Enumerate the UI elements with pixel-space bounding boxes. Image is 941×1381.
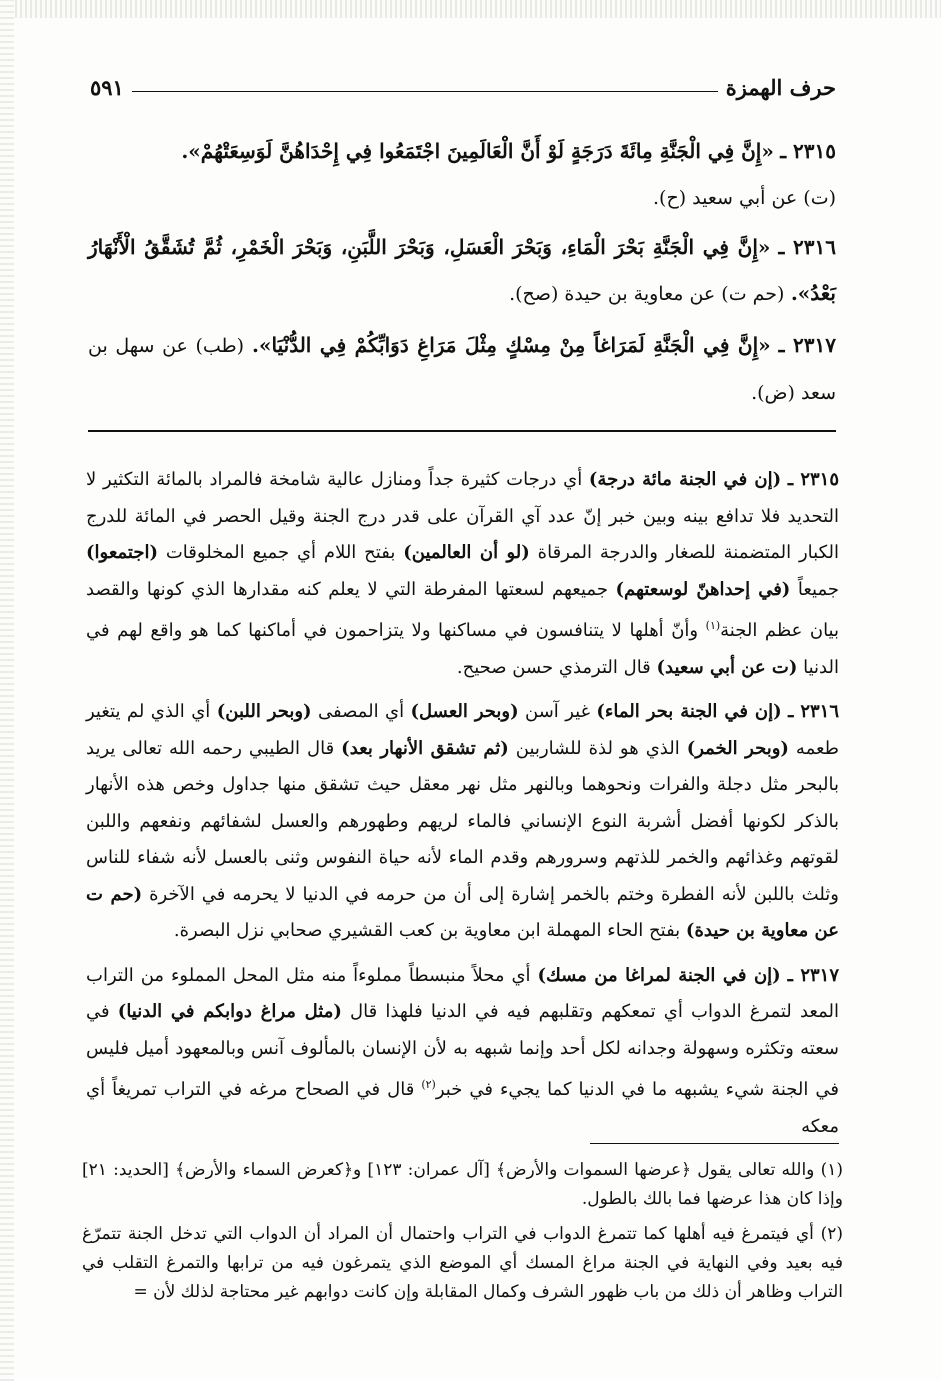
commentary-2315	[86, 462, 839, 686]
commentary-run: أي المصفى	[311, 701, 411, 722]
commentary-number: ٢٣١٦ ـ	[788, 701, 839, 722]
hadith-2315	[88, 128, 836, 221]
commentary-run: قال الطيبي رحمه الله تعالى يريد بالبحر مثل دجلة والفرات ونحوهما وبالنهر مثل نهر معقل حيث تشقق منها جداول وخص هذه الأنهار بالذكر لكونها أفضل أشربة النوع الإنساني فالماء لريهم وطهورهم والعسل لشفائهم ونفعهم واللبن لقوتهم وغذائهم والخمر للذتهم وسرورهم وقدم الماء لأنه حياة النفوس وثنى بالعسل لأنه شفاء للناس وثلث باللبن لأنه الفطرة وختم بالخمر إشارة إلى أن من حرمه في الدنيا لا يحرمه في الآخرة	[86, 737, 839, 905]
commentary-number: ٢٣١٥ ـ	[787, 469, 840, 490]
commentary-lemma: (وبحر الخمر)	[686, 737, 789, 759]
hadith-source: (حم ت) عن معاوية بن حيدة (صح).	[509, 283, 785, 305]
commentary-run: غير آسن	[518, 701, 597, 722]
commentary-run: الذي هو لذة للشاربين	[508, 737, 687, 759]
hadith-text: «إِنَّ فِي الْجَنَّةِ مِائَةَ دَرَجَةٍ لَوْ أَنَّ الْعَالَمِينَ اجْتَمَعُوا فِي إِحْدَاهُنَّ لَوَسِعَتْهُمْ».	[181, 139, 774, 163]
commentary-lemma: (لو أن العالمين)	[403, 542, 530, 563]
commentary-lemma: (إن في الجنة مائة درجة)	[588, 469, 782, 490]
hadith-source: (طب) عن سهل بن سعد (ض).	[88, 335, 836, 404]
footnote-2	[82, 1220, 843, 1307]
hadith-2317	[88, 322, 836, 416]
commentary-run: قال في الصحاح مرغه في التراب تمريغاً أي معكه	[86, 1079, 839, 1137]
commentary-run: في سعته وتكثره وسهولة وجدانه لكل أحد وإنما شبهه به لأن الإنسان بالمألوف آنس وبالمعهود أميل فليس في الجنة شيء يشبهه ما في الدنيا كما يجيء في خبر	[86, 1001, 839, 1100]
hadith-text: «إِنَّ فِي الْجَنَّةِ بَحْرَ الْمَاءِ، وَبَحْرَ الْعَسَلِ، وَبَحْرَ اللَّبَنِ، وَبَحْرَ الْخَمْرِ، ثُمَّ تُشَقَّقُ الْأَنْهَارُ بَعْدُ».	[88, 235, 836, 305]
commentary-run: أي محلاً منبسطاً مملوءاً منه مثل المحل المملوء من التراب المعد لتمرغ الدواب أي تمعكهم وتقلبهم فيه في الدنيا فلهذا قال	[86, 964, 839, 1022]
hadith-2316	[88, 224, 836, 317]
footnotes	[82, 1156, 843, 1313]
hadith-number: ٢٣١٦ ـ	[778, 235, 837, 259]
commentary-lemma: (ت عن أبي سعيد)	[656, 656, 798, 678]
commentary-run: جميعهم لسعتها المفرطة التي لا يعلم كنه مقدارها الذي كونها والقصد بيان عظم الجنة	[86, 578, 840, 641]
footnote-marker: (٢)	[820, 1224, 844, 1244]
commentary-run: وأنّ أهلها لا يتنافسون في مساكنها ولا يتزاحمون في أماكنها كما هو واقع لهم في الدنيا	[86, 620, 839, 678]
commentary-run: جميعاً	[790, 578, 839, 600]
commentary-text	[86, 469, 839, 678]
commentary-2316	[86, 694, 839, 950]
text-divider	[88, 430, 836, 432]
page-number: ٥٩١	[90, 74, 124, 100]
hadith-number: ٢٣١٥ ـ	[780, 139, 836, 163]
commentary-2317	[86, 958, 839, 1146]
commentary-text	[86, 701, 839, 941]
commentary-run: بفتح اللام أي جميع المخلوقات	[157, 542, 404, 563]
commentary-lemma: (إن في الجنة لمراغا من مسك)	[537, 964, 781, 986]
header-rule	[132, 91, 718, 92]
footnote-1	[82, 1156, 843, 1214]
commentary-lemma: (إن في الجنة بحر الماء)	[596, 701, 782, 722]
footnote-text: أي فيتمرغ فيه أهلها كما تتمرغ الدواب في التراب واحتمال أن المراد أن الدواب التي تدخل الجنة تتمرّغ فيه بعيد وفي النهاية في الجنة مراغ المسك أي الموضع الذي يتمرغون فيه من ترابها والتمرغ التقلب في التراب وظاهر أن ذلك من باب ظهور الشرف وكمال المقابلة وإن كانت دوابهم غير محتاجة لذلك لأن =	[82, 1224, 843, 1302]
commentary-lemma: (حم ت عن معاوية بن حيدة)	[86, 883, 839, 941]
commentary-run: أي درجات كثيرة جداً ومنازل عالية شامخة فالمراد بالمائة التكثير لا التحديد فلا تدافع بينه وبين خبر إنّ عدد آي القرآن على قدر درج الجنة وقيل الحصر في المائة للدرج الكبار المتضمنة للصغار والدرجة المرقاة	[86, 469, 839, 563]
commentary-run: أي الذي لم يتغير طعمه	[86, 701, 839, 759]
commentary-lemma: (في إحداهنّ لوسعتهم)	[615, 578, 791, 600]
hadith-text: «إِنَّ فِي الْجَنَّةِ لَمَرَاغاً مِنْ مِسْكٍ مِثْلَ مَرَاغِ دَوَابِّكُمْ فِي الدُّنْيَا».	[252, 333, 771, 357]
footnote-reference[interactable]: (١)	[705, 619, 721, 632]
commentary-lemma: (وبحر اللبن)	[216, 701, 312, 722]
hadith-source: (ت) عن أبي سعيد (ح).	[653, 187, 836, 209]
commentary	[86, 462, 839, 1153]
commentary-text	[86, 965, 839, 1137]
footnote-reference[interactable]: (٢)	[421, 1078, 436, 1091]
running-header	[90, 70, 836, 104]
footnote-text: والله تعالى يقول ﴿عرضها السموات والأرض﴾ [آل عمران: ١٢٣] و﴿كعرض السماء والأرض﴾ [الحديد: ٢١] وإذا كان هذا عرضها فما بالك بالطول.	[82, 1160, 843, 1209]
chapter-title: حرف الهمزة	[725, 74, 836, 100]
footnote-divider	[590, 1143, 839, 1144]
hadith-number: ٢٣١٧ ـ	[778, 333, 836, 357]
commentary-number: ٢٣١٧ ـ	[787, 964, 839, 986]
commentary-lemma: (مثل مراغ دوابكم في الدنيا)	[117, 1001, 342, 1022]
commentary-run: بفتح الحاء المهملة ابن معاوية بن كعب القشيري صحابي نزل البصرة.	[173, 920, 686, 941]
commentary-lemma: (اجتمعوا)	[86, 542, 158, 563]
commentary-run: قال الترمذي حسن صحيح.	[456, 656, 657, 678]
commentary-lemma: (وبحر العسل)	[410, 701, 519, 722]
footnote-marker: (١)	[820, 1160, 843, 1180]
commentary-lemma: (ثم تشقق الأنهار بعد)	[341, 737, 509, 759]
